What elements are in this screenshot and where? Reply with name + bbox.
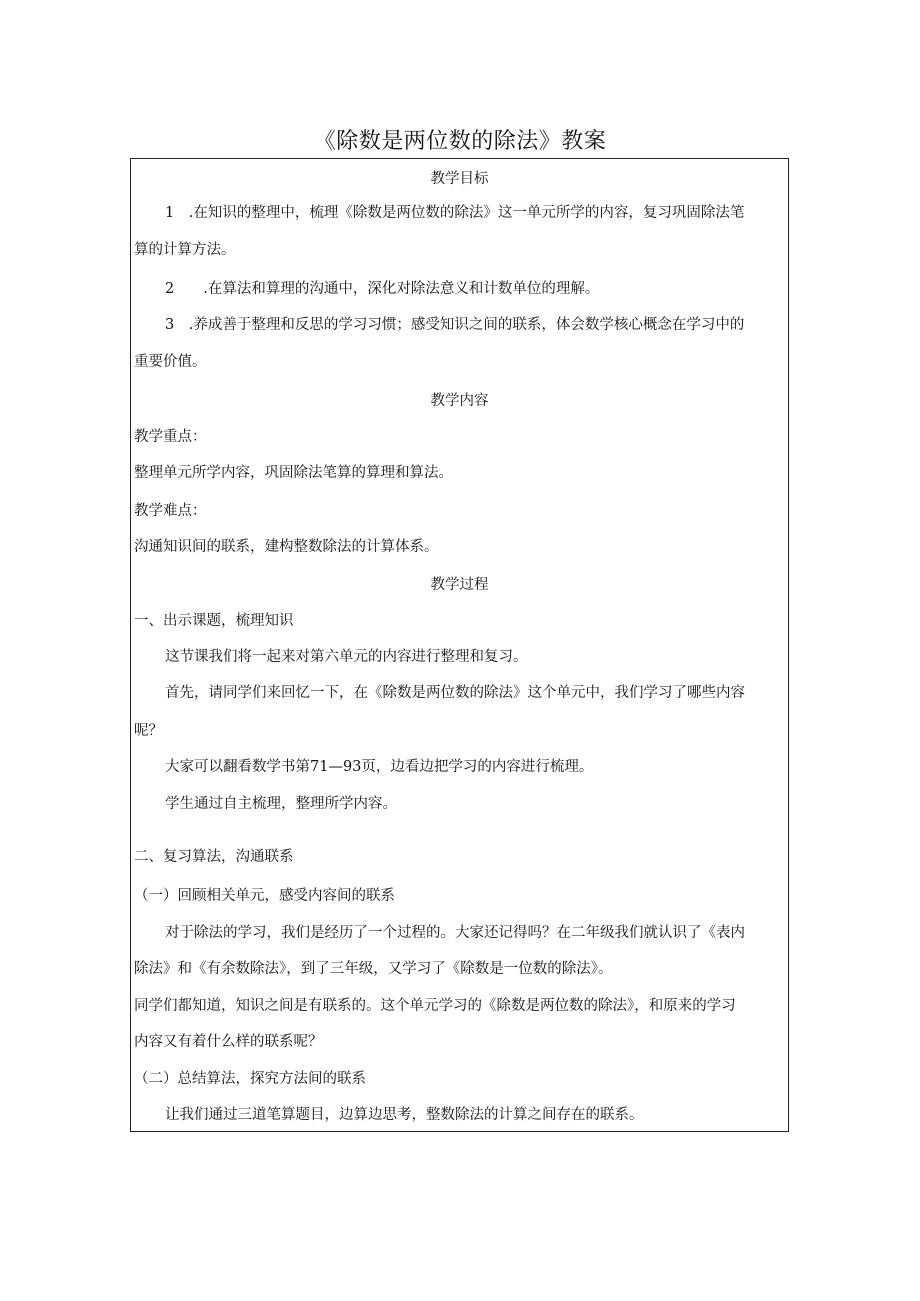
- paragraph: 大家可以翻看数学书第71—93页，边看边把学习的内容进行梳理。: [165, 759, 594, 775]
- difficulties-label: 教学难点：: [134, 503, 207, 519]
- paragraph: 同学们都知道，知识之间是有联系的。这个单元学习的《除数是两位数的除法》，和原来的学习: [134, 998, 736, 1014]
- paragraph-continued: 除法》和《有余数除法》，到了三年级，又学习了《除数是一位数的除法》。: [134, 961, 613, 977]
- objective-1: 1 .在知识的整理中，梳理《除数是两位数的除法》这一单元所学的内容，复习巩固除法笔: [165, 205, 745, 221]
- difficulties-text: 沟通知识间的联系，建构整数除法的计算体系。: [134, 539, 439, 555]
- key-points-label: 教学重点：: [134, 429, 207, 445]
- paragraph-continued: 呢？: [134, 723, 163, 739]
- objective-3: 3 .养成善于整理和反思的学习习惯；感受知识之间的联系，体会数学核心概念在学习中的: [165, 317, 745, 333]
- lesson-plan-table: [130, 158, 789, 1132]
- section-heading-objectives: 教学目标: [430, 171, 489, 187]
- objective-2: 2 .在算法和算理的沟通中，深化对除法意义和计数单位的理解。: [165, 281, 600, 297]
- paragraph: 让我们通过三道笔算题目，边算边思考，整数除法的计算之间存在的联系。: [165, 1107, 644, 1123]
- paragraph: 学生通过自主梳理，整理所学内容。: [165, 796, 397, 812]
- step-2-heading: 二、复习算法，沟通联系: [134, 849, 294, 865]
- paragraph: 首先，请同学们来回忆一下，在《除数是两位数的除法》这个单元中，我们学习了哪些内容: [165, 685, 745, 701]
- section-heading-process: 教学过程: [430, 577, 489, 593]
- substep-1-heading: （一）回顾相关单元，感受内容间的联系: [134, 888, 395, 904]
- paragraph: 这节课我们将一起来对第六单元的内容进行整理和复习。: [165, 649, 528, 665]
- document-title: 《除数是两位数的除法》教案: [313, 129, 607, 154]
- paragraph-continued: 内容又有着什么样的联系呢？: [134, 1034, 323, 1050]
- paragraph: 对于除法的学习，我们是经历了一个过程的。大家还记得吗？在二年级我们就认识了《表内: [165, 925, 745, 941]
- key-points-text: 整理单元所学内容，巩固除法笔算的算理和算法。: [134, 465, 453, 481]
- objective-1-continued: 算的计算方法。: [134, 242, 236, 258]
- section-heading-content: 教学内容: [430, 393, 489, 409]
- substep-2-heading: （二）总结算法，探究方法间的联系: [134, 1071, 366, 1087]
- objective-3-continued: 重要价值。: [134, 354, 207, 370]
- step-1-heading: 一、出示课题，梳理知识: [134, 613, 294, 629]
